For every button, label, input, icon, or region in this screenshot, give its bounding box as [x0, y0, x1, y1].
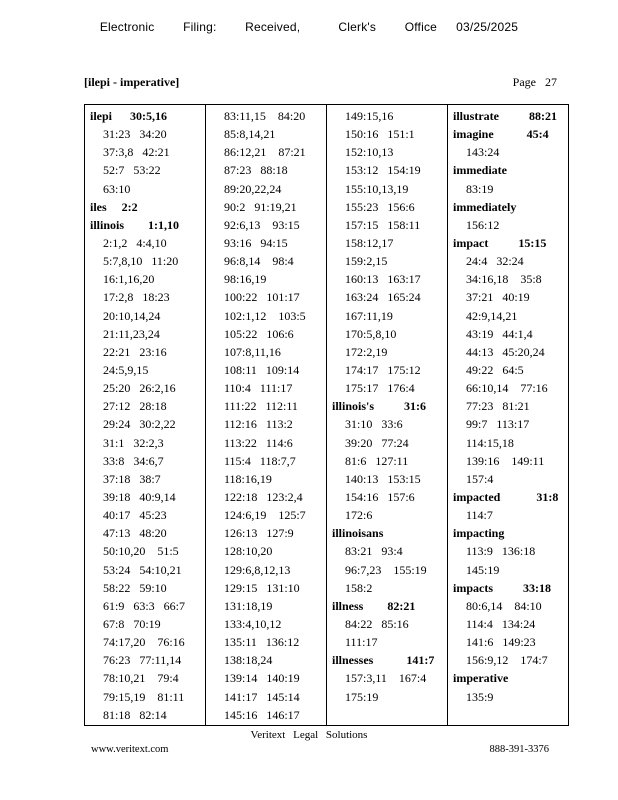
index-term-entry: illness 82:21	[332, 598, 416, 613]
index-page-ref: 108:11 109:14	[224, 362, 300, 377]
index-term-entry: illinois's 31:6	[332, 399, 427, 414]
footer-phone: 888-391-3376	[489, 744, 549, 755]
index-page-ref: 47:13 48:20	[103, 526, 167, 541]
index-page-ref: 31:10 33:6	[345, 417, 403, 432]
index-page-ref: 24:5,9,15	[103, 362, 149, 377]
index-page-ref: 139:16 149:11	[466, 453, 545, 468]
index-term-entry: illnesses 141:7	[332, 653, 435, 668]
index-page-ref: 66:10,14 77:16	[466, 381, 548, 396]
index-page-ref: 80:6,14 84:10	[466, 598, 542, 613]
index-page-ref: 111:17	[345, 635, 378, 650]
page-number: Page 27	[512, 75, 557, 89]
index-page-ref: 74:17,20 76:16	[103, 635, 185, 650]
index-page-ref: 63:10	[103, 181, 131, 196]
index-page-ref: 102:1,12 103:5	[224, 308, 306, 323]
index-page-ref: 158:12,17	[345, 235, 394, 250]
index-page-ref: 83:21 93:4	[345, 544, 403, 559]
index-page-ref: 52:7 53:22	[103, 163, 161, 178]
index-page-ref: 175:17 176:4	[345, 381, 415, 396]
index-page-ref: 113:22 114:6	[224, 435, 293, 450]
index-page-ref: 111:22 112:11	[224, 399, 298, 414]
index-range-label: [ilepi - imperative]	[84, 75, 180, 89]
index-page-ref: 153:12 154:19	[345, 163, 421, 178]
index-page-ref: 129:15 131:10	[224, 580, 300, 595]
index-page-ref: 78:10,21 79:4	[103, 671, 179, 686]
index-page-ref: 159:2,15	[345, 254, 388, 269]
filing-stamp: Electronic Filing: Received, Clerk's Office 03/25/2025	[99, 20, 519, 34]
index-page-ref: 167:11,19	[345, 308, 393, 323]
index-page-ref: 79:15,19 81:11	[103, 689, 185, 704]
index-page-ref: 135:11 136:12	[224, 635, 300, 650]
index-page-ref: 114:4 134:24	[466, 616, 536, 631]
index-page-ref: 39:20 77:24	[345, 435, 409, 450]
index-page-ref: 2:1,2 4:4,10	[103, 235, 167, 250]
index-page-ref: 172:6	[345, 508, 373, 523]
index-page-ref: 43:19 44:1,4	[466, 326, 533, 341]
index-column-4	[448, 105, 568, 725]
index-page-ref: 5:7,8,10 11:20	[103, 254, 179, 269]
index-page-ref: 128:10,20	[224, 544, 273, 559]
index-page-ref: 27:12 28:18	[103, 399, 167, 414]
index-page-ref: 85:8,14,21	[224, 127, 276, 142]
index-page-ref: 89:20,22,24	[224, 181, 282, 196]
index-page-ref: 157:15 158:11	[345, 217, 421, 232]
index-term-entry: ilepi 30:5,16	[90, 109, 167, 123]
index-page-ref: 152:10,13	[345, 145, 394, 160]
index-page-ref: 110:4 111:17	[224, 381, 293, 396]
index-page-ref: 112:16 113:2	[224, 417, 293, 432]
index-page-ref: 96:8,14 98:4	[224, 254, 294, 269]
index-term-entry: impacted 31:8	[453, 489, 559, 504]
index-page-ref: 17:2,8 18:23	[103, 290, 170, 305]
index-page-ref: 129:6,8,12,13	[224, 562, 291, 577]
index-page-ref: 140:13 153:15	[345, 471, 421, 486]
index-term-entry: imperative	[453, 671, 509, 686]
index-term-entry: immediate	[453, 163, 507, 178]
index-page-ref: 58:22 59:10	[103, 580, 167, 595]
index-page-ref: 16:1,16,20	[103, 272, 155, 287]
index-term-entry: iles 2:2	[90, 199, 138, 214]
index-page-ref: 100:22 101:17	[224, 290, 300, 305]
index-page-ref: 37:21 40:19	[466, 290, 530, 305]
index-page-ref: 53:24 54:10,21	[103, 562, 182, 577]
index-page-ref: 83:19	[466, 181, 494, 196]
index-page-ref: 135:9	[466, 689, 494, 704]
index-page-ref: 158:2	[345, 580, 373, 595]
index-page-ref: 141:17 145:14	[224, 689, 300, 704]
index-page-ref: 92:6,13 93:15	[224, 217, 300, 232]
index-page-ref: 25:20 26:2,16	[103, 381, 176, 396]
index-page-ref: 87:23 88:18	[224, 163, 288, 178]
index-page-ref: 174:17 175:12	[345, 362, 421, 377]
index-term-entry: imagine 45:4	[453, 127, 549, 142]
index-column-1	[85, 105, 206, 725]
index-page-ref: 81:6 127:11	[345, 453, 409, 468]
index-page-ref: 124:6,19 125:7	[224, 508, 306, 523]
index-page-ref: 150:16 151:1	[345, 127, 415, 142]
index-page-ref: 139:14 140:19	[224, 671, 300, 686]
index-page-ref: 163:24 165:24	[345, 290, 421, 305]
index-page-ref: 31:23 34:20	[103, 127, 167, 142]
index-page-ref: 107:8,11,16	[224, 344, 281, 359]
index-page-ref: 170:5,8,10	[345, 326, 397, 341]
index-page-ref: 98:16,19	[224, 272, 267, 287]
index-page-ref: 175:19	[345, 689, 379, 704]
index-page-ref: 83:11,15 84:20	[224, 109, 306, 123]
index-page-ref: 22:21 23:16	[103, 344, 167, 359]
index-term-entry: illinois 1:1,10	[90, 217, 180, 232]
index-page-ref: 145:19	[466, 562, 500, 577]
index-page-ref: 93:16 94:15	[224, 235, 288, 250]
index-page-ref: 114:15,18	[466, 435, 514, 450]
index-page-ref: 143:24	[466, 145, 500, 160]
index-page-ref: 155:10,13,19	[345, 181, 409, 196]
index-page-ref: 133:4,10,12	[224, 616, 282, 631]
index-page-ref: 29:24 30:2,22	[103, 417, 176, 432]
index-page-ref: 81:18 82:14	[103, 707, 167, 722]
index-page-ref: 114:7	[466, 508, 493, 523]
index-page-ref: 96:7,23 155:19	[345, 562, 427, 577]
index-page-ref: 118:16,19	[224, 471, 272, 486]
index-page-ref: 138:18,24	[224, 653, 273, 668]
index-page-ref: 154:16 157:6	[345, 489, 415, 504]
footer-company: Veritext Legal Solutions	[250, 729, 368, 741]
index-page-ref: 61:9 63:3 66:7	[103, 598, 186, 613]
index-term-entry: impact 15:15	[453, 235, 547, 250]
index-page-ref: 42:9,14,21	[466, 308, 518, 323]
index-page-ref: 155:23 156:6	[345, 199, 415, 214]
index-page-ref: 33:8 34:6,7	[103, 453, 164, 468]
index-term-entry: immediately	[453, 199, 517, 214]
index-page-ref: 77:23 81:21	[466, 399, 530, 414]
index-page-ref: 84:22 85:16	[345, 616, 409, 631]
index-term-entry: illustrate 88:21	[453, 109, 557, 123]
index-page-ref: 122:18 123:2,4	[224, 489, 303, 504]
index-term-entry: impacting	[453, 526, 505, 541]
index-page-ref: 20:10,14,24	[103, 308, 161, 323]
index-column-3	[327, 105, 448, 725]
index-page-ref: 37:3,8 42:21	[103, 145, 170, 160]
index-page-ref: 40:17 45:23	[103, 508, 167, 523]
index-page-ref: 156:12	[466, 217, 500, 232]
word-index-table	[84, 104, 569, 726]
index-page-ref: 156:9,12 174:7	[466, 653, 548, 668]
index-page-ref: 99:7 113:17	[466, 417, 530, 432]
footer-website: www.veritext.com	[91, 744, 169, 755]
index-page-ref: 105:22 106:6	[224, 326, 294, 341]
index-page-ref: 86:12,21 87:21	[224, 145, 306, 160]
index-page-ref: 157:3,11 167:4	[345, 671, 427, 686]
index-page-ref: 49:22 64:5	[466, 362, 524, 377]
index-page-ref: 172:2,19	[345, 344, 388, 359]
index-page-ref: 126:13 127:9	[224, 526, 294, 541]
index-page-ref: 145:16 146:17	[224, 707, 300, 722]
index-page-ref: 113:9 136:18	[466, 544, 536, 559]
index-page-ref: 44:13 45:20,24	[466, 344, 545, 359]
index-page-ref: 37:18 38:7	[103, 471, 161, 486]
index-page-ref: 34:16,18 35:8	[466, 272, 542, 287]
index-page-ref: 50:10,20 51:5	[103, 544, 179, 559]
index-page-ref: 90:2 91:19,21	[224, 199, 297, 214]
index-term-entry: illinoisans	[332, 526, 384, 541]
index-page-ref: 39:18 40:9,14	[103, 489, 176, 504]
index-column-2	[206, 105, 327, 725]
index-page-ref: 141:6 149:23	[466, 635, 536, 650]
index-page-ref: 21:11,23,24	[103, 326, 160, 341]
index-page-ref: 67:8 70:19	[103, 616, 161, 631]
index-page-ref: 157:4	[466, 471, 494, 486]
index-term-entry: impacts 33:18	[453, 580, 551, 595]
index-page-ref: 76:23 77:11,14	[103, 653, 182, 668]
index-page-ref: 131:18,19	[224, 598, 273, 613]
index-page-ref: 24:4 32:24	[466, 254, 524, 269]
index-page-ref: 149:15,16	[345, 109, 394, 123]
index-page-ref: 31:1 32:2,3	[103, 435, 164, 450]
index-page-ref: 115:4 118:7,7	[224, 453, 296, 468]
index-page-ref: 160:13 163:17	[345, 272, 421, 287]
